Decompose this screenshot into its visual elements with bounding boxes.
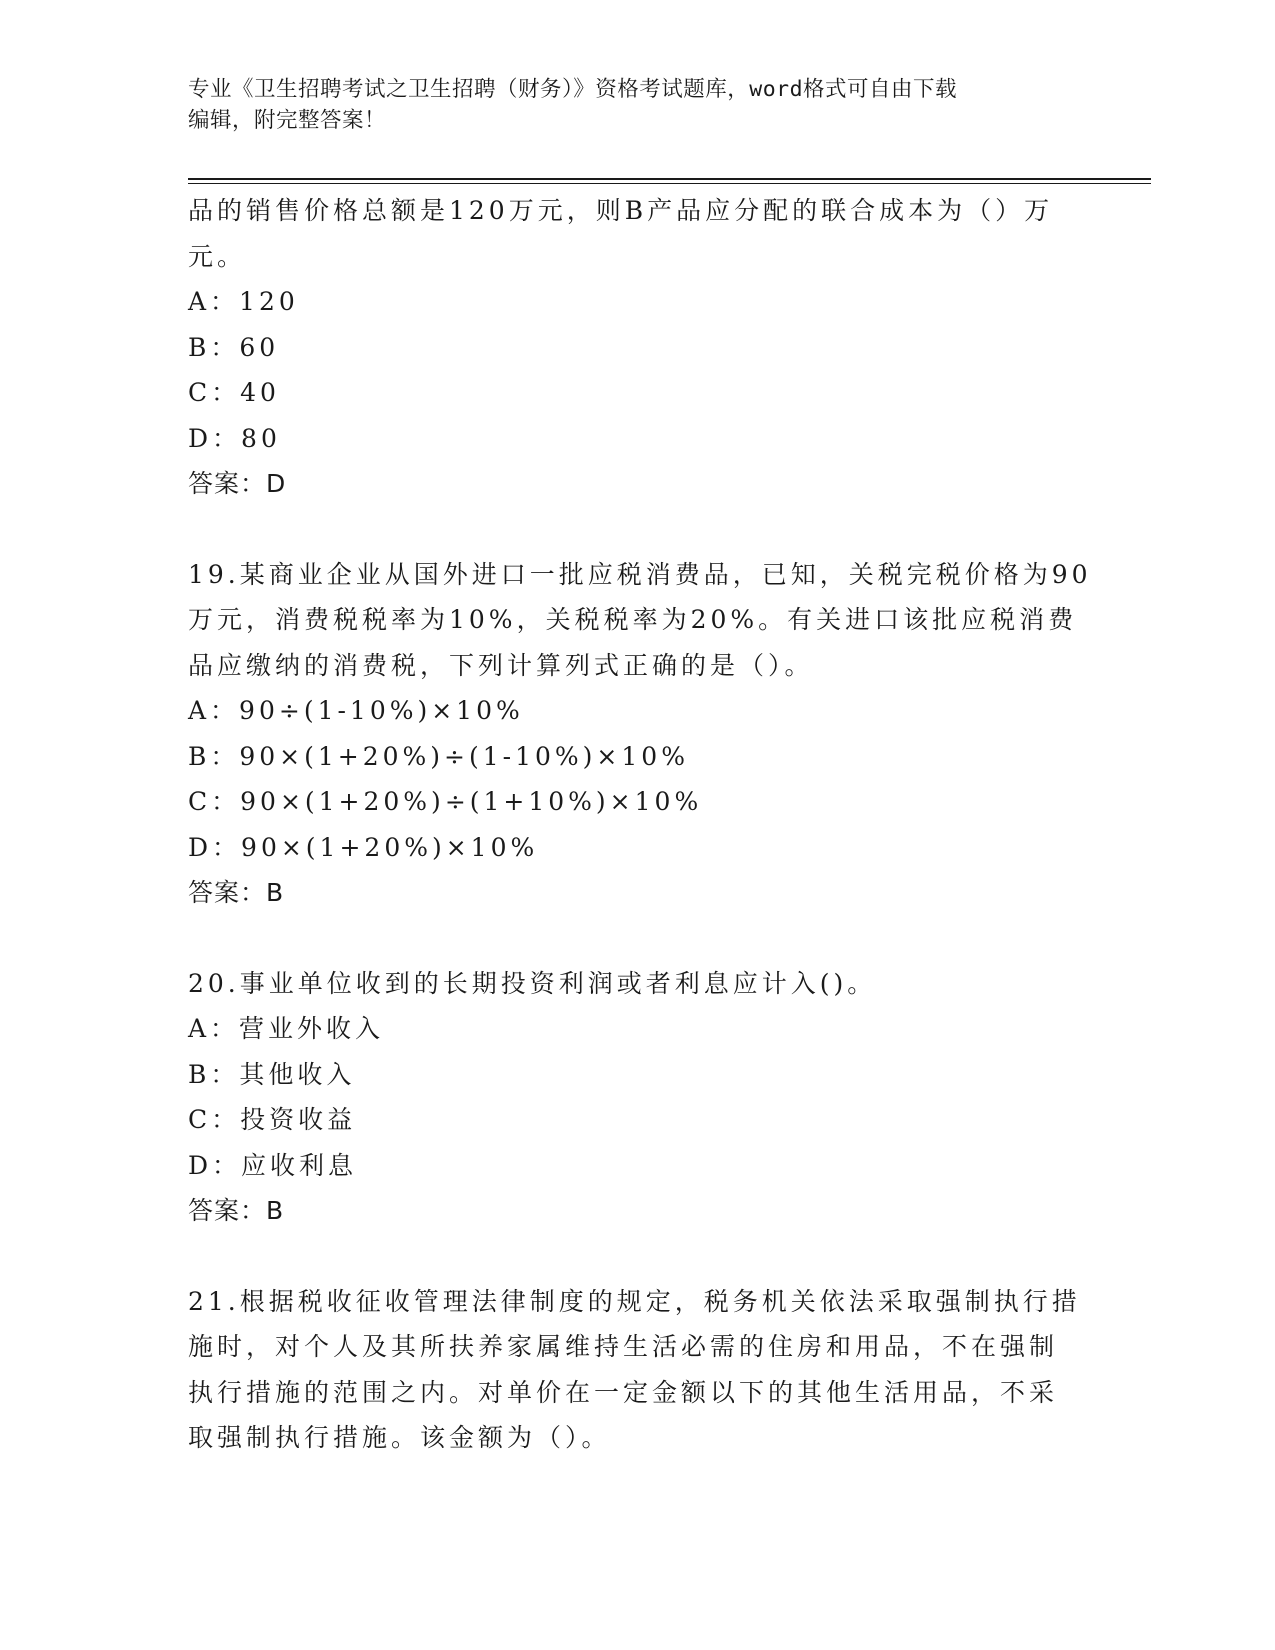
option-b: B：90×(1+20%)÷(1-10%)×10% <box>188 741 689 771</box>
question-stem-line: 取强制执行措施。该金额为（）。 <box>188 1423 611 1452</box>
option-a: A：120 <box>188 287 299 316</box>
question-20 <box>188 961 1088 1234</box>
question-stem-line: 品应缴纳的消费税，下列计算列式正确的是（）。 <box>188 650 814 680</box>
question-stem-line: 20.事业单位收到的长期投资利润或者利息应计入()。 <box>188 968 877 998</box>
spacer <box>188 916 1088 961</box>
option-c: C：90×(1+20%)÷(1+10%)×10% <box>188 787 703 816</box>
option-d: D：应收利息 <box>188 1150 358 1180</box>
answer-line: 答案：B <box>188 878 285 907</box>
header-line-1: 专业《卫生招聘考试之卫生招聘（财务）》资格考试题库，word格式可自由下载 <box>188 77 958 102</box>
spacer <box>188 1234 1088 1279</box>
answer-line: 答案：B <box>188 1196 285 1225</box>
question-content <box>188 188 1092 1461</box>
question-stem-line: 品的销售价格总额是120万元，则B产品应分配的联合成本为（）万 <box>188 196 1054 225</box>
option-c: C：投资收益 <box>188 1105 357 1134</box>
option-c: C：40 <box>188 378 280 407</box>
option-b: B：60 <box>188 332 280 362</box>
answer-line: 答案：D <box>188 469 287 498</box>
question-stem-line: 21.根据税收征收管理法律制度的规定，税务机关依法采取强制执行措 <box>188 1286 1081 1316</box>
question-stem-line: 施时，对个人及其所扶养家属维持生活必需的住房和用品，不在强制 <box>188 1332 1059 1361</box>
header-divider-thick <box>188 178 1151 180</box>
option-d: D：90×(1+20%)×10% <box>188 832 539 862</box>
option-b: B：其他收入 <box>188 1059 356 1089</box>
option-a: A：90÷(1-10%)×10% <box>188 696 524 725</box>
header-line-2: 编辑，附完整答案！ <box>188 108 387 133</box>
question-stem-line: 元。 <box>188 241 247 271</box>
page-header <box>188 74 1088 136</box>
question-stem-line: 19.某商业企业从国外进口一批应税消费品，已知，关税完税价格为90 <box>188 559 1092 589</box>
spacer <box>188 507 1088 552</box>
question-19 <box>188 552 1092 916</box>
question-21 <box>188 1279 1088 1461</box>
question-18 <box>188 188 1088 507</box>
option-a: A：营业外收入 <box>188 1014 385 1043</box>
header-divider-thin <box>188 183 1151 184</box>
option-d: D：80 <box>188 423 281 453</box>
question-stem-line: 执行措施的范围之内。对单价在一定金额以下的其他生活用品，不采 <box>188 1377 1059 1407</box>
question-stem-line: 万元，消费税税率为10%，关税税率为20%。有关进口该批应税消费 <box>188 605 1078 634</box>
